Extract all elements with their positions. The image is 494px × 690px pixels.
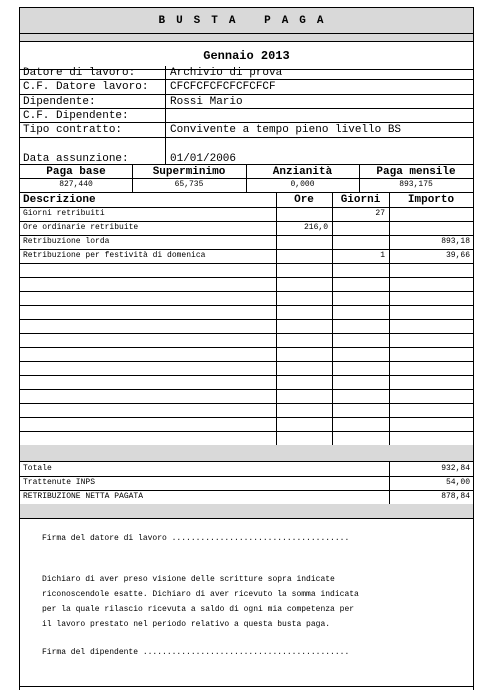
info-row-employee-cf — [20, 109, 473, 123]
table-row-line — [20, 291, 473, 292]
col-divider — [276, 192, 277, 445]
table-row-line — [20, 277, 473, 278]
summary-header-base: Paga base — [46, 166, 106, 178]
payslip-document — [19, 7, 474, 690]
col-divider — [332, 192, 333, 445]
net-pay-label: RETRIBUZIONE NETTA PAGATA — [23, 492, 144, 501]
total-label: Totale — [23, 464, 52, 473]
employee-signature-line: Firma del dipendente ........................................... — [42, 648, 350, 657]
summary-header-anzianita: Anzianità — [272, 166, 333, 178]
col-divider — [246, 164, 247, 192]
declaration-line: Dichiaro di aver preso visione delle scritture sopra indicate — [42, 575, 335, 584]
table-header-giorni: Giorni — [340, 194, 381, 206]
table-cell-importo: 39,66 — [445, 251, 470, 260]
info-row-employer-cf — [20, 80, 473, 94]
info-value: CFCFCFCFCFCFCFCF — [170, 81, 276, 93]
table-cell-giorni: 27 — [375, 209, 385, 218]
info-label: Data assunzione: — [23, 153, 129, 165]
total-value: 932,84 — [441, 464, 470, 473]
deduction-value: 54,00 — [445, 478, 470, 487]
summary-value-anzianita: 0,000 — [290, 180, 315, 189]
declaration-line: il lavoro prestato nel periodo relativo a questa busta paga. — [42, 620, 331, 629]
table-separator — [20, 445, 473, 462]
summary-header-superminimo: Superminimo — [152, 166, 226, 178]
table-row-line — [20, 333, 473, 334]
table-row-desc: Ore ordinarie retribuite — [23, 223, 139, 232]
bottom-border — [20, 686, 473, 687]
deduction-label: Trattenute INPS — [23, 478, 96, 487]
table-row-desc: Retribuzione lorda — [23, 237, 110, 246]
table-row-line — [20, 431, 473, 432]
table-cell-ore: 216,0 — [303, 223, 328, 232]
table-row-line — [20, 375, 473, 376]
table-row-line — [20, 305, 473, 306]
employer-signature-line: Firma del datore di lavoro ..................................... — [42, 534, 350, 543]
table-header-importo: Importo — [407, 194, 455, 206]
info-value: 01/01/2006 — [170, 153, 237, 165]
info-row-employer — [20, 66, 473, 80]
page-title: BUSTA PAGA — [20, 8, 473, 34]
table-row-line — [20, 319, 473, 320]
info-label: Datore di lavoro: — [23, 67, 136, 79]
table-row-line — [20, 263, 473, 264]
info-value: Archivio di prova — [170, 67, 283, 79]
table-row-desc: Giorni retribuiti — [23, 209, 105, 218]
info-row-contract — [20, 123, 473, 137]
info-value: Convivente a tempo pieno livello BS — [170, 124, 402, 136]
info-label: C.F. Datore lavoro: — [23, 81, 149, 93]
table-row-line — [20, 417, 473, 418]
title-separator — [20, 34, 473, 42]
divider — [20, 137, 473, 138]
period-month: Gennaio 2013 — [20, 42, 473, 70]
totals-separator — [20, 504, 473, 519]
table-row-line — [20, 347, 473, 348]
table-cell-giorni: 1 — [380, 251, 385, 260]
info-row-employee — [20, 95, 473, 109]
table-header-ore: Ore — [294, 194, 314, 206]
info-label: Tipo contratto: — [23, 124, 123, 136]
table-row-line — [20, 361, 473, 362]
col-divider — [132, 164, 133, 192]
info-label: C.F. Dipendente: — [23, 110, 129, 122]
declaration-line: riconoscendole esatte. Dichiaro di aver ricevuto la somma indicata — [42, 590, 359, 599]
table-row-desc: Retribuzione per festività di domenica — [23, 251, 206, 260]
summary-value-superminimo: 65,735 — [174, 180, 204, 189]
table-row-line — [20, 389, 473, 390]
table-cell-importo: 893,18 — [441, 237, 470, 246]
col-divider — [359, 164, 360, 192]
summary-value-base: 827,440 — [59, 180, 93, 189]
net-pay-value: 878,84 — [441, 492, 470, 501]
info-label: Dipendente: — [23, 96, 96, 108]
info-column-divider — [165, 66, 166, 164]
declaration-line: per la quale rilascio ricevuta a saldo di ogni mia competenza per — [42, 605, 355, 614]
table-header-description: Descrizione — [23, 194, 96, 206]
info-value: Rossi Mario — [170, 96, 243, 108]
summary-header-monthly: Paga mensile — [376, 166, 456, 178]
table-row-line — [20, 403, 473, 404]
summary-value-monthly: 893,175 — [399, 180, 433, 189]
col-divider — [389, 192, 390, 445]
col-divider — [389, 462, 390, 504]
